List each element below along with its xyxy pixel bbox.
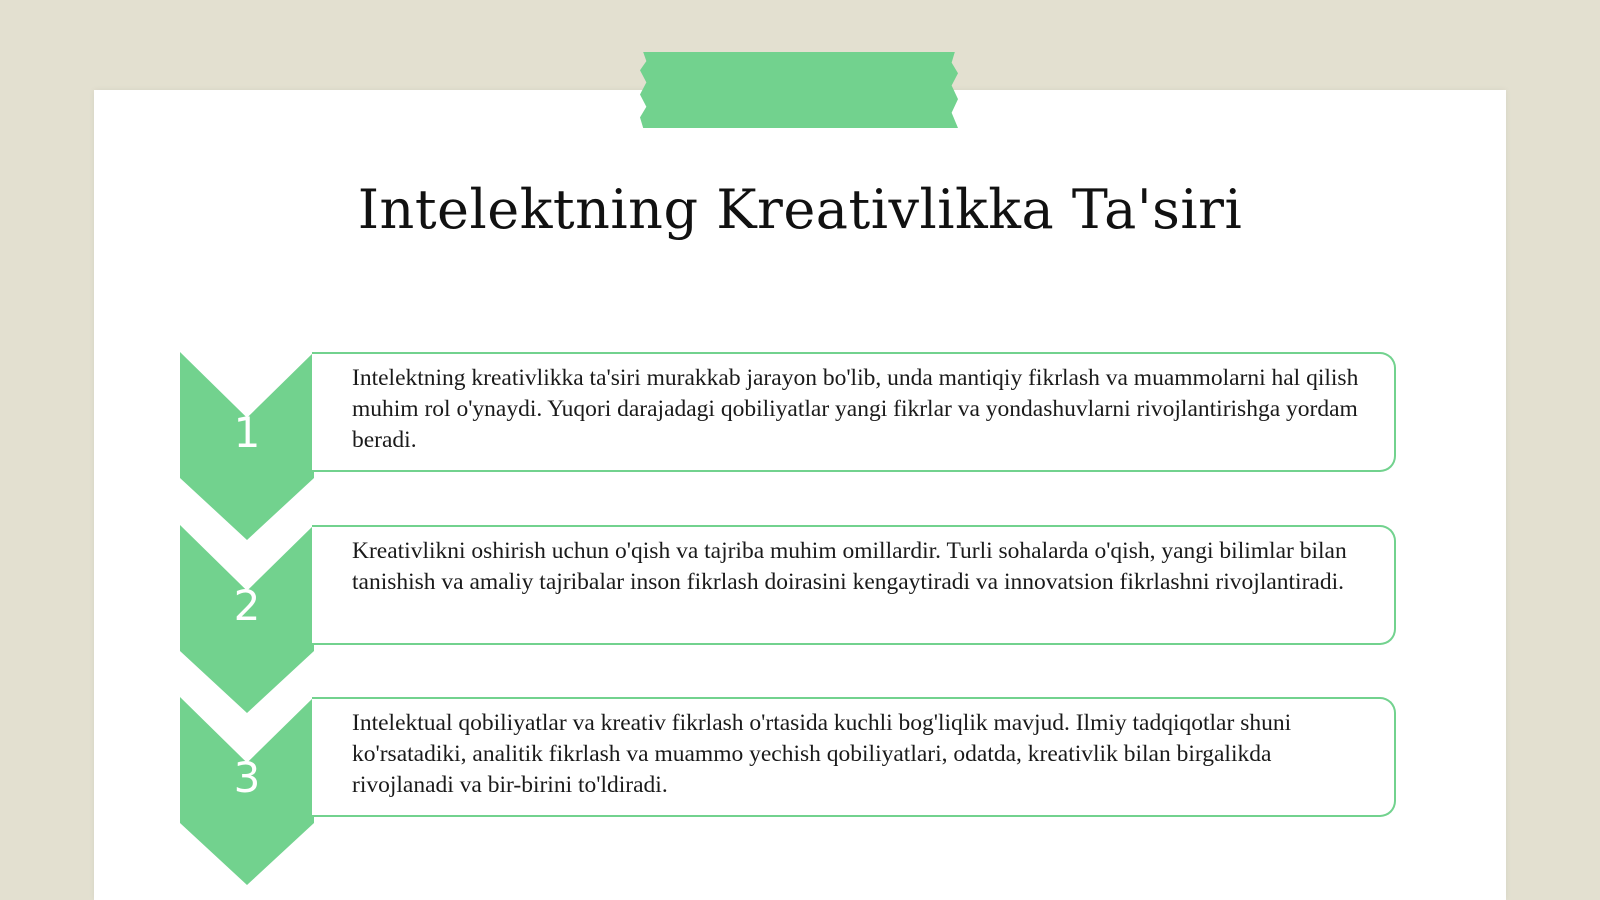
step-text-box bbox=[312, 525, 1396, 645]
step-number: 2 bbox=[233, 581, 261, 630]
step-item-1 bbox=[180, 352, 1400, 540]
step-text: Intelektning kreativlikka ta'siri murakkab jarayon bo'lib, unda mantiqiy fikrlash va muammolarni hal qilish muhim rol o'ynaydi. Yuqori darajadagi qobiliyatlar yangi fikrlar va yondashuvlarni rivojlantirishga yordam beradi. bbox=[352, 365, 1359, 453]
step-item-2 bbox=[180, 525, 1400, 713]
step-text-box bbox=[312, 352, 1396, 472]
step-text: Intelektual qobiliyatlar va kreativ fikrlash o'rtasida kuchli bog'liqlik mavjud. Ilmiy tadqiqotlar shuni ko'rsatadiki, analitik fikrlash va muammo yechish qobiliyatlari, odatda, kreativlik bilan birgalikda rivojlanadi va bir-birini to'ldiradi. bbox=[352, 710, 1292, 798]
step-text-box bbox=[312, 697, 1396, 817]
tape-decoration bbox=[640, 52, 958, 128]
slide-title: Intelektning Kreativlikka Ta'siri bbox=[357, 178, 1243, 241]
step-number: 1 bbox=[233, 408, 261, 457]
step-text: Kreativlikni oshirish uchun o'qish va tajriba muhim omillardir. Turli sohalarda o'qish, yangi bilimlar bilan tanishish va amaliy tajribalar inson fikrlash doirasini kengaytiradi va innovatsion fikrlashni rivojlantiradi. bbox=[352, 538, 1347, 595]
step-item-3 bbox=[180, 697, 1400, 885]
step-number: 3 bbox=[233, 753, 261, 802]
